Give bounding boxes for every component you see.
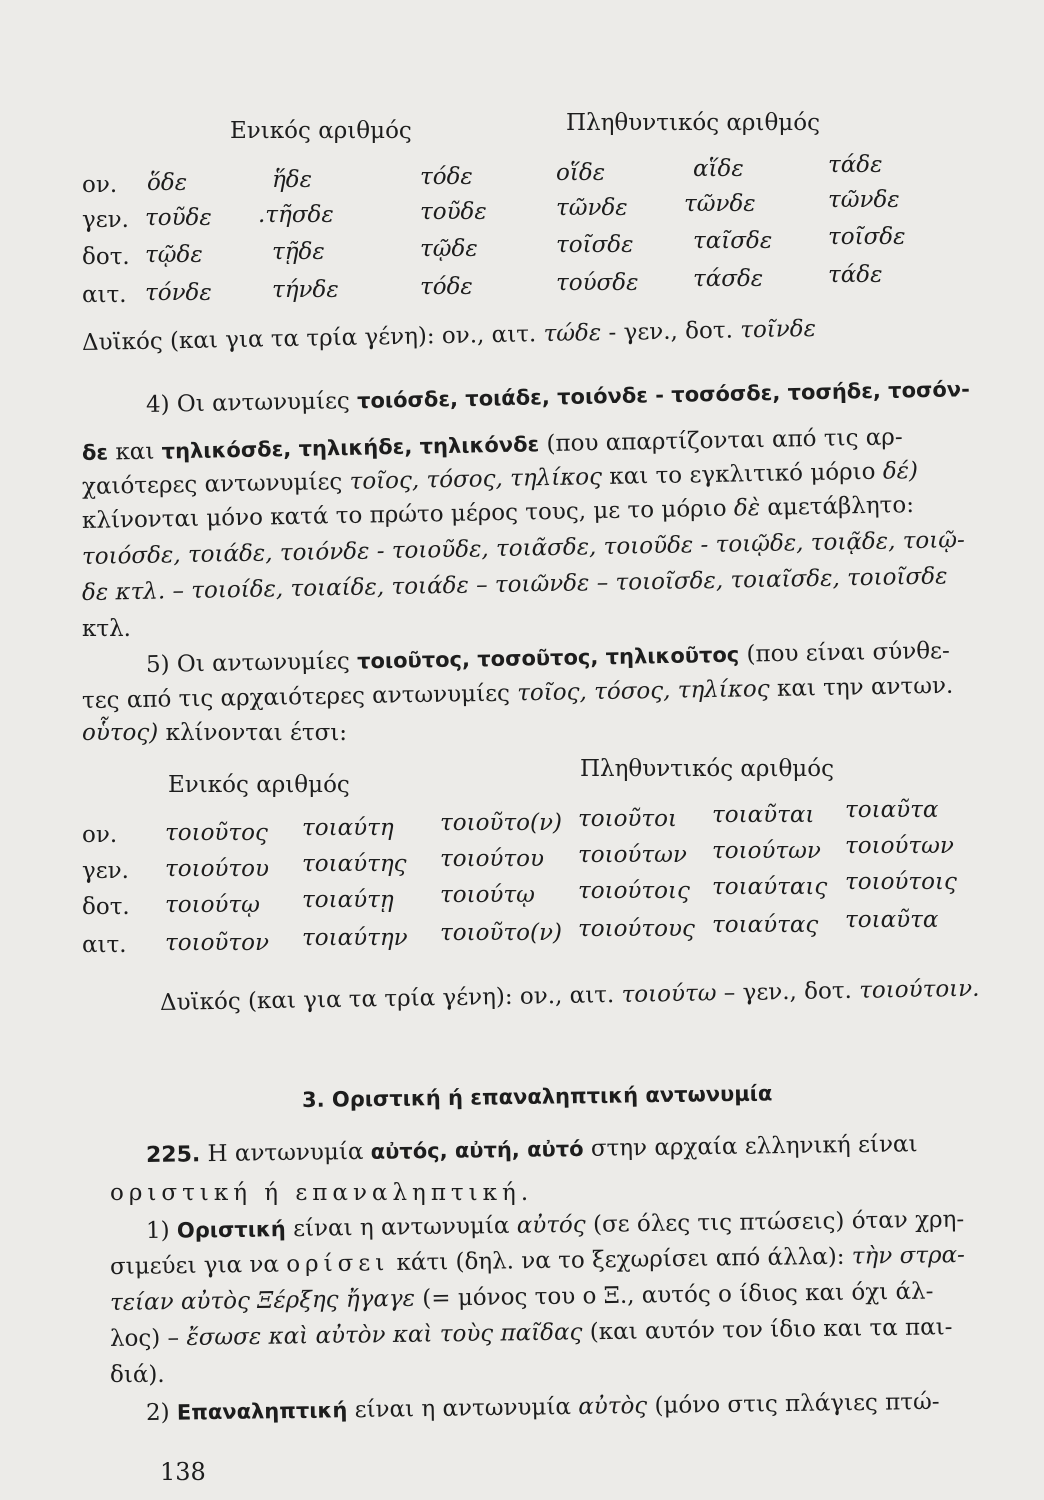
table1-dual-line: Δυϊκός (και για τα τρία γένη): ον., αιτ. τώδε - γεν., δοτ. τοῖνδε [81,315,817,356]
table2-dual-line: Δυϊκός (και για τα τρία γένη): ον., αιτ. τοιούτω – γεν., δοτ. τοιούτοιν. [159,975,980,1016]
table2-cell: τοιαύτην [302,925,408,951]
table1-cell: τόνδε [145,280,212,306]
table2-cell: τοιούτους [578,916,695,942]
table2-cell: τοιαύταις [712,874,828,900]
table2-case-label: αιτ. [82,932,127,958]
table1-cell: οἵδε [556,160,606,186]
table1-cell: .τῆσδε [258,202,334,228]
paragraph-4-line: κτλ. [82,616,131,642]
table2-cell: τοιούτου [440,846,544,872]
table1-cell: ἥδε [272,167,312,193]
table2-cell: τοιούτων [712,838,821,864]
paragraph-225-line: διά). [110,1362,165,1388]
table2-cell: τοιαῦτα [845,907,939,933]
table2-cell: τοιαύτης [302,851,407,877]
table2-cell: τοιαύτῃ [302,887,394,913]
table1-cell: τῷδε [420,236,478,262]
table1-header-singular: Ενικός αριθμός [230,118,412,144]
table2-cell: τοιοῦτον [165,930,269,956]
table1-case-label: γεν. [82,207,129,233]
table2-cell: τοιαῦτα [845,797,939,823]
table1-case-label: ον. [82,172,118,198]
table1-cell: τοῦδε [420,199,487,225]
table1-cell: τῶνδε [828,187,900,213]
paragraph-225-line: τείαν αὐτὸς Ξέρξης ἤγαγε (= μόνος του ο Ξ., αυτός ο ίδιος και όχι άλ- [109,1278,934,1316]
page-number: 138 [160,1458,206,1486]
table2-cell: τοιούτων [845,833,954,859]
table1-cell: τῇδε [272,239,325,265]
table1-cell: τόδε [420,164,473,190]
table2-cell: τοιούτοις [578,878,690,904]
table1-cell: τάδε [828,152,883,178]
table2-cell: τοιοῦτο(ν) [440,920,562,946]
paragraph-5-line: οὗτος) κλίνονται έτσι: [82,720,348,746]
paragraph-5-line: 5) Οι αντωνυμίες τοιοῦτος, τοσοῦτος, τηλικοῦτος (που είναι σύνθε- [145,637,950,678]
table2-case-label: δοτ. [82,894,130,920]
table2-case-label: γεν. [82,858,129,884]
table2-cell: τοιοῦτο(ν) [440,810,562,836]
section-title: 3. Οριστική ή επαναληπτική αντωνυμία [301,1081,773,1112]
table2-cell: τοιούτου [165,856,269,882]
table1-case-label: δοτ. [82,244,130,270]
table1-cell: τοῖσδε [556,232,634,258]
paragraph-225-line: 2) Επαναληπτική είναι η αντωνυμία αὐτὸς (μόνο στις πλάγιες πτώ- [145,1388,940,1426]
table1-cell: τόδε [420,274,473,300]
table2-cell: τοιούτῳ [440,882,535,908]
paragraph-225-line: 1) Οριστική είναι η αντωνυμία αὐτός (σε όλες τις πτώσεις) όταν χρη- [145,1206,965,1244]
table1-cell: τῶνδε [684,191,756,217]
table1-cell: ὅδε [147,170,188,196]
table1-cell: τάδε [828,262,883,288]
table2-cell: τοιοῦτος [165,820,268,846]
table2-cell: τοιαύτη [302,815,394,841]
paragraph-5-line: τες από τις αρχαιότερες αντωνυμίες τοῖος, τόσος, τηλίκος και την αντων. [81,672,954,714]
table1-case-label: αιτ. [82,282,127,308]
table1-cell: τήνδε [272,277,339,303]
table1-cell: τούσδε [556,270,639,296]
table1-cell: αἵδε [693,156,744,182]
table1-cell: τῷδε [145,242,203,268]
paragraph-4-line: δε και τηλικόσδε, τηλικήδε, τηλικόνδε (που απαρτίζονται από τις αρ- [81,424,903,466]
table1-cell: τοῦδε [145,205,212,231]
table2-cell: τοιούτῳ [165,892,260,918]
table1-cell: τῶνδε [556,195,628,221]
paragraph-4-line: κλίνονται μόνο κατά το πρώτο μέρος τους, με το μόριο δὲ αμετάβλητο: [81,492,915,534]
paragraph-225-line: σιμεύει για να ορίσει κάτι (δηλ. να το ξεχωρίσει από άλλα): τὴν στρα- [109,1242,966,1280]
table2-case-label: ον. [82,822,118,848]
table1-cell: τάσδε [693,266,764,292]
paragraph-4-line: χαιότερες αντωνυμίες τοῖος, τόσος, τηλίκος και το εγκλιτικό μόριο δέ) [81,457,919,500]
paragraph-225-line: οριστική ή επαναληπτική. [110,1180,534,1206]
paragraph-4-line: τοιόσδε, τοιάδε, τοιόνδε - τοιοῦδε, τοιᾶσδε, τοιοῦδε - τοιῷδε, τοιᾷδε, τοιῷ- [81,527,966,570]
paragraph-4-line: 4) Οι αντωνυμίες τοιόσδε, τοιάδε, τοιόνδε - τοσόσδε, τοσήδε, τοσόν- [145,377,971,418]
table2-cell: τοιούτων [578,842,687,868]
table2-header-plural: Πληθυντικός αριθμός [580,756,834,782]
table2-cell: τοιούτοις [845,869,957,895]
paragraph-4-line: δε κτλ. – τοιοίδε, τοιαίδε, τοιάδε – τοιῶνδε – τοιοῖσδε, τοιαῖσδε, τοιοῖσδε [81,563,948,606]
paragraph-225-line: λος) – ἔσωσε καὶ αὐτὸν καὶ τοὺς παῖδας (και αυτόν τον ίδιο και τα παι- [109,1314,953,1352]
table2-header-singular: Ενικός αριθμός [168,772,350,798]
paragraph-225-line: 225. Η αντωνυμία αὐτός, αὐτή, αὐτό στην αρχαία ελληνική είναι [145,1131,918,1168]
table2-cell: τοιοῦτοι [578,806,678,832]
table2-cell: τοιαῦται [712,802,815,828]
table1-header-plural: Πληθυντικός αριθμός [566,110,820,136]
table1-cell: ταῖσδε [693,228,773,254]
table2-cell: τοιαύτας [712,912,819,938]
table1-cell: τοῖσδε [828,224,906,250]
